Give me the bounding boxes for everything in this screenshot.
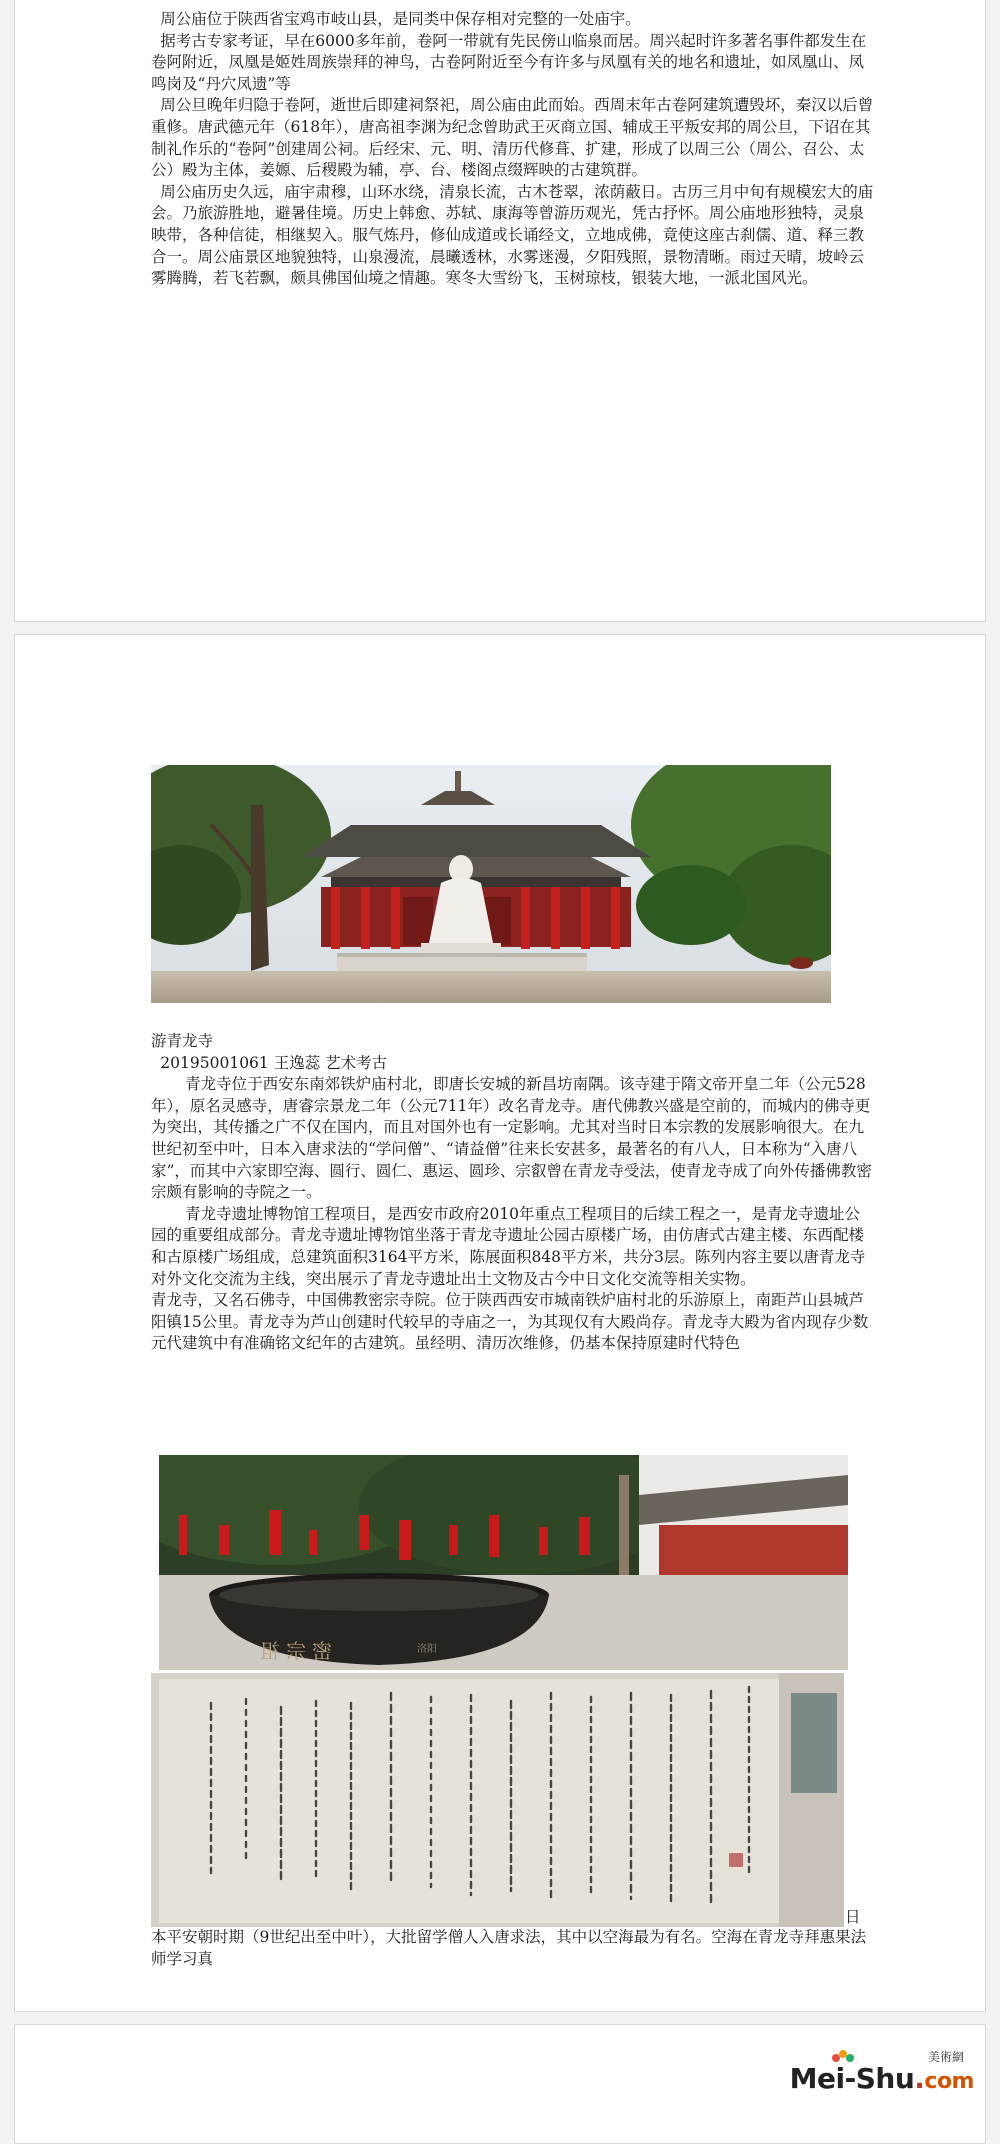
- page2-tail-text: [151, 1927, 875, 1970]
- page2-body-text: [151, 1031, 875, 1355]
- qinglong-temple-incense-burner-photo: [159, 1455, 848, 1670]
- incense-burner-small-mark: 洛阳: [417, 1644, 437, 1655]
- document-page-1: [14, 0, 986, 622]
- flower-logo-icon: [828, 2048, 856, 2066]
- calligraphy-illustration: [151, 1673, 844, 1927]
- watermark-brand: Mei-Shu.com: [789, 2062, 974, 2095]
- watermark-chinese: 美術網: [927, 2050, 964, 2064]
- temple-illustration: [151, 765, 831, 1003]
- paragraph: 周公庙位于陕西省宝鸡市岐山县，是同类中保存相对完整的一处庙宇。: [160, 10, 641, 28]
- paragraph: 据考古专家考证，早在6000多年前，卷阿一带就有先民傍山临泉而居。周兴起时许多著名事件都发生在卷阿附近，凤凰是姬姓周族崇拜的神鸟，古卷阿附近至今有许多与凤凰有关的地名和遗址，如凤凰山、凤鸣岗及“丹穴凤遗”等: [151, 31, 867, 93]
- zhougong-temple-photo: [151, 765, 831, 1003]
- paragraph: 本平安朝时期（9世纪出至中叶），大批留学僧人入唐求法，其中以空海最为有名。空海在青龙寺拜惠果法师学习真: [151, 1928, 867, 1968]
- paragraph: 周公旦晚年归隐于卷阿，逝世后即建祠祭祀，周公庙由此而始。西周末年古卷阿建筑遭毁坏，秦汉以后曾重修。唐武德元年（618年），唐高祖李渊为纪念曾助武王灭商立国、辅成王平叛安邦的周公旦，下诏在其制礼作乐的“卷阿”创建周公祠。后经宋、元、明、清历代修葺、扩建，形成了以周三公（周公、召公、太公）殿为主体，姜嫄、后稷殿为辅，亭、台、楼阁点缀辉映的古建筑群。: [151, 96, 874, 180]
- author-line: 20195001061 王逸蕊 艺术考古: [160, 1053, 388, 1072]
- document-page-2: [14, 634, 986, 2012]
- paragraph: 青龙寺位于西安东南郊铁炉庙村北，即唐长安城的新昌坊南隅。该寺建于隋文帝开皇二年（公元528年），原名灵感寺，唐睿宗景龙二年（公元711年）改名青龙寺。唐代佛教兴盛是空前的，而城内的佛寺更为突出，其传播之广不仅在国内，而且对国外也有一定影响。尤其对当时日本宗教的发展影响很大。在九世纪初至中叶，日本入唐求法的“学问僧”、“请益僧”往来长安甚多，最著名的有八人，日本称为“入唐八家”，而其中六家即空海、圆行、圆仁、惠运、圆珍、宗叡曾在青龙寺受法，使青龙寺成了向外传播佛教密宗颇有影响的寺院之一。: [151, 1075, 872, 1202]
- mei-shu-watermark: [789, 2050, 974, 2095]
- calligraphy-stele-photo: [151, 1673, 844, 1927]
- paragraph: 青龙寺遗址博物馆工程项目，是西安市政府2010年重点工程项目的后续工程之一，是青龙寺遗址公园的重要组成部分。青龙寺遗址博物馆坐落于青龙寺遗址公园古原楼广场，由仿唐式古建主楼、东西配楼和古原楼广场组成，总建筑面积3164平方米，陈展面积848平方米，共分3层。陈列内容主要以唐青龙寺对外文化交流为主线，突出展示了青龙寺遗址出土文物及古今中日文化交流等相关实物。: [151, 1204, 866, 1288]
- essay-title: 游青龙寺: [151, 1032, 214, 1050]
- trailing-character: 日: [845, 1908, 861, 1926]
- page1-body-text: [151, 9, 875, 290]
- paragraph: 青龙寺，又名石佛寺，中国佛教密宗寺院。位于陕西西安市城南铁炉庙村北的乐游原上，南距芦山县城芦阳镇15公里。青龙寺为芦山创建时代较早的寺庙之一，为其现仅有大殿尚存。青龙寺大殿为省内现存少数元代建筑中有准确铭文纪年的古建筑。虽经明、清历次维修，仍基本保持原建时代特色: [151, 1291, 869, 1353]
- incense-burner-inscription: 密宗祖: [254, 1639, 332, 1663]
- paragraph: 周公庙历史久远，庙宇肃穆，山环水绕，清泉长流，古木苍翠，浓荫蔽日。古历三月中旬有规模宏大的庙会。乃旅游胜地，避暑佳境。历史上韩愈、苏轼、康海等曾游历观光，凭古抒怀。周公庙地形独特，灵泉映带，各种信徒，相继契入。服气炼丹，修仙成道或长诵经文，立地成佛，竟使这座古刹儒、道、释三教合一。周公庙景区地貌独特，山泉漫流，晨曦透林，水雾迷漫，夕阳残照，景物清晰。雨过天晴，坡岭云雾腾腾，若飞若飘，颇具佛国仙境之情趣。寒冬大雪纷飞，玉树琼枝，银装大地，一派北国风光。: [151, 182, 874, 288]
